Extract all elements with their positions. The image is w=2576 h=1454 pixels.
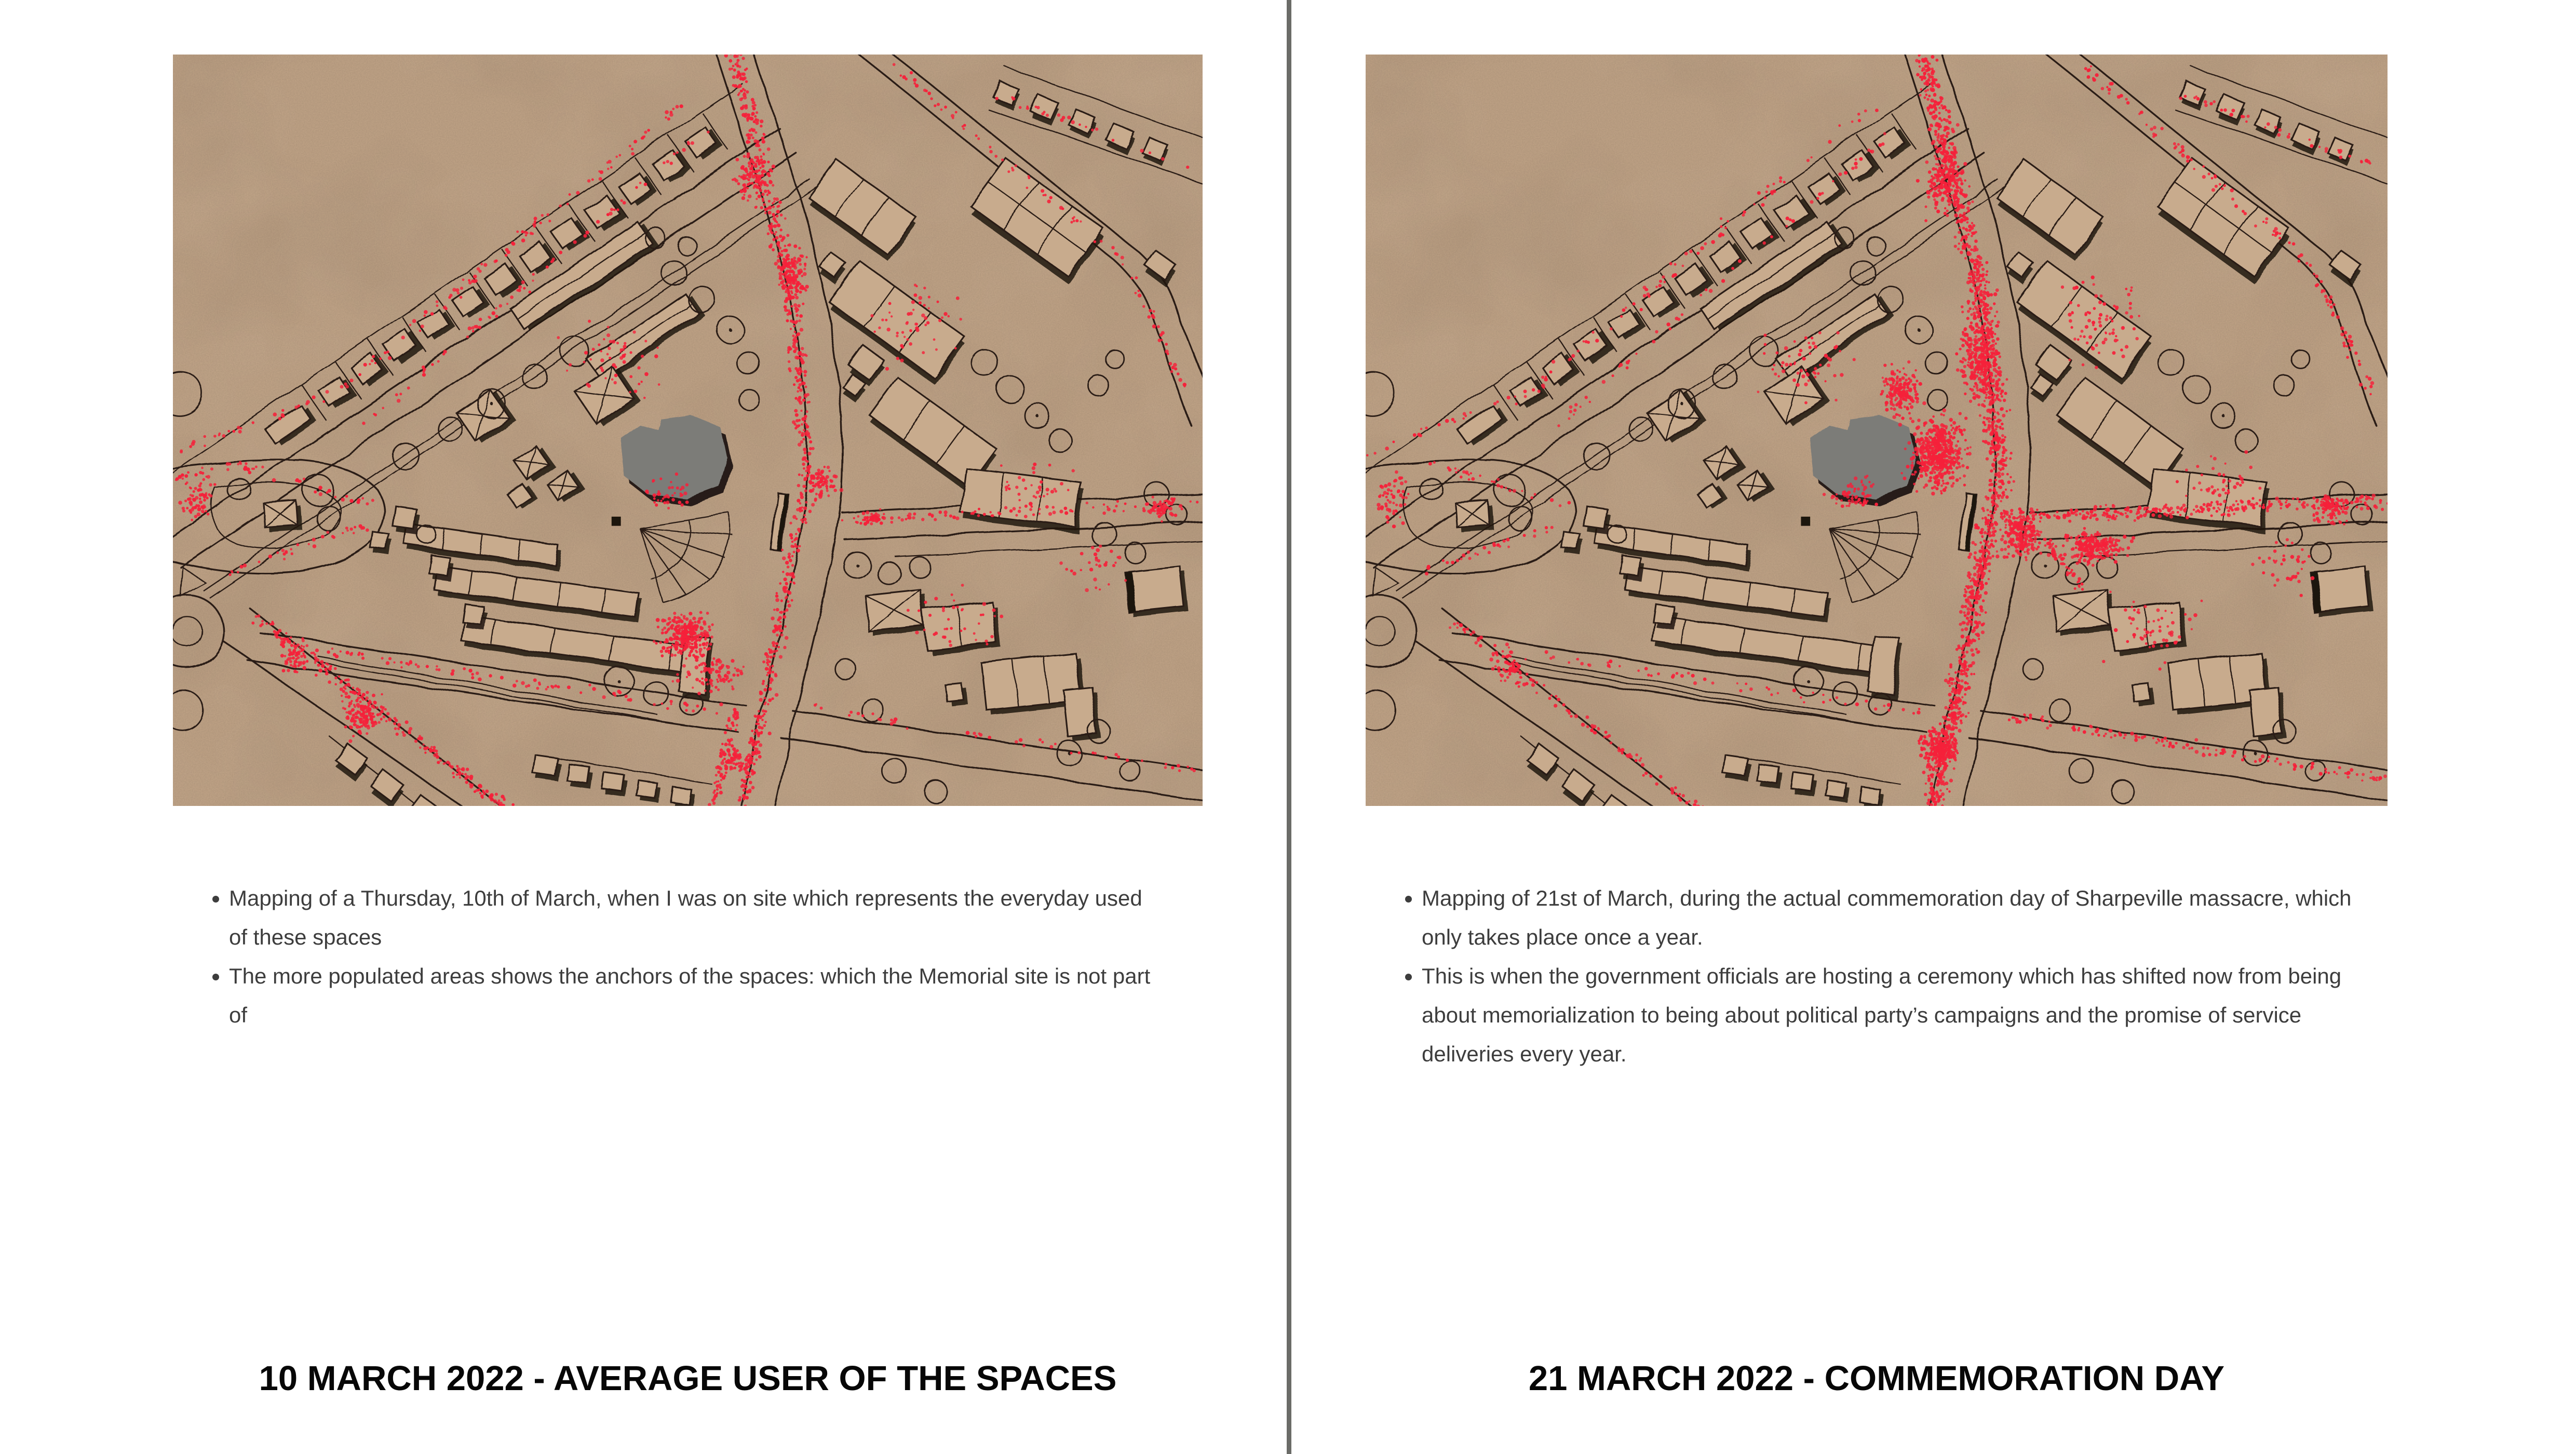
bullet-item: • The more populated areas shows the anchors of the spaces: which the Memorial site is not part of	[229, 957, 1164, 1034]
bullet-item: • This is when the government officials are hosting a ceremony which has shifted now from being about memorialization to being about political party’s campaigns and the promise of service deliveries every year.	[1422, 957, 2362, 1073]
map-figure-21-march	[1366, 55, 2388, 806]
bullet-list-left	[199, 879, 1164, 1034]
bullet-list-right	[1392, 879, 2362, 1073]
map-10-march	[173, 55, 1203, 806]
panel-title-right: 21 MARCH 2022 - COMMEMORATION DAY	[1528, 1359, 2225, 1398]
bullet-item: • Mapping of 21st of March, during the actual commemoration day of Sharpeville massacre, which only takes place once a year.	[1422, 879, 2362, 957]
activity-dots-commemoration-day	[1366, 55, 2388, 806]
panel-divider	[1287, 0, 1291, 1454]
activity-dots-average-day	[175, 55, 1198, 806]
map-21-march	[1366, 55, 2388, 806]
bullet-item: • Mapping of a Thursday, 10th of March, when I was on site which represents the everyday used of these spaces	[229, 879, 1164, 957]
panel-title-left: 10 MARCH 2022 - AVERAGE USER OF THE SPACES	[259, 1359, 1117, 1398]
map-figure-10-march	[173, 55, 1203, 806]
